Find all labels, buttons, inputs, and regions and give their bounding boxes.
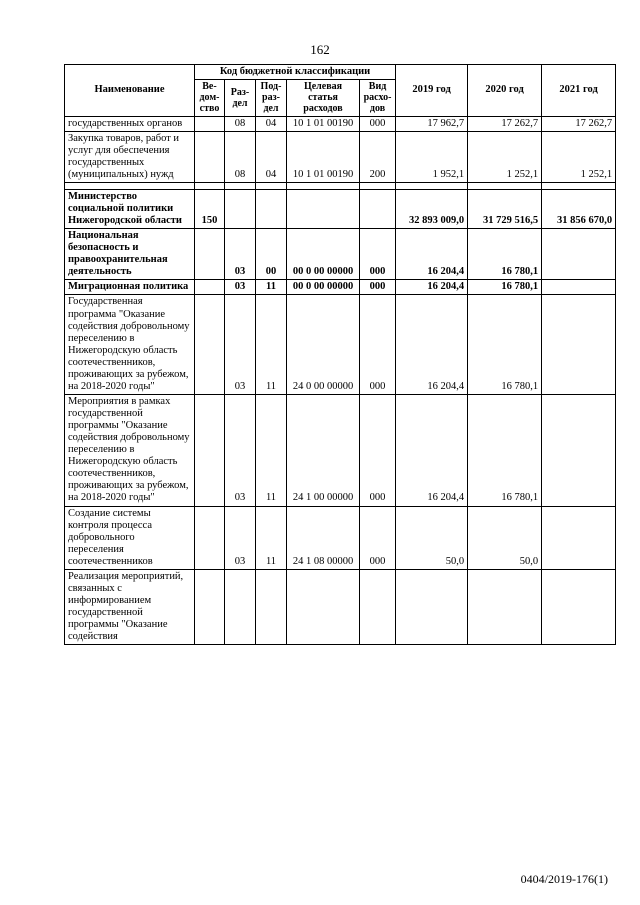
row-vid — [360, 189, 396, 228]
table-row — [65, 394, 616, 506]
table-row — [65, 280, 616, 295]
header-name: Наименование — [65, 65, 195, 117]
row-name: Мероприятия в рамках государственной программы "Оказание содействия добровольному переселению в Нижегородскую область соотечественников, проживающих за рубежом, на 2018-2020 годы" — [65, 394, 195, 506]
table-row — [65, 116, 616, 131]
row-podrazdel: 11 — [256, 394, 287, 506]
row-2019: 32 893 009,0 — [396, 189, 468, 228]
row-2021 — [542, 506, 616, 569]
row-vid: 200 — [360, 131, 396, 182]
table-body — [65, 116, 616, 645]
row-podrazdel — [256, 189, 287, 228]
header-2019: 2019 год — [396, 65, 468, 117]
row-ved — [195, 569, 225, 644]
spacer-row — [65, 182, 616, 189]
row-2019: 16 204,4 — [396, 394, 468, 506]
row-2019: 17 962,7 — [396, 116, 468, 131]
row-razdel: 03 — [225, 295, 256, 395]
row-razdel — [225, 189, 256, 228]
header-podrazdel: Под-раз-дел — [256, 80, 287, 117]
budget-table — [64, 64, 616, 645]
row-ved: 150 — [195, 189, 225, 228]
row-razdel: 03 — [225, 506, 256, 569]
table-row — [65, 506, 616, 569]
row-name: Закупка товаров, работ и услуг для обеспечения государственных (муниципальных) нужд — [65, 131, 195, 182]
row-podrazdel: 11 — [256, 295, 287, 395]
page-number: 162 — [310, 42, 330, 57]
row-ved — [195, 116, 225, 131]
row-2019 — [396, 569, 468, 644]
row-2020: 17 262,7 — [468, 116, 542, 131]
row-name: Создание системы контроля процесса добровольного переселения соотечественников — [65, 506, 195, 569]
header-code-group: Код бюджетной классификации — [195, 65, 396, 80]
row-2020: 31 729 516,5 — [468, 189, 542, 228]
row-vid: 000 — [360, 295, 396, 395]
row-target: 00 0 00 00000 — [287, 280, 360, 295]
row-2020: 16 780,1 — [468, 229, 542, 280]
row-2020: 16 780,1 — [468, 394, 542, 506]
row-target: 10 1 01 00190 — [287, 116, 360, 131]
row-target: 24 0 00 00000 — [287, 295, 360, 395]
header-target: Целевая статья расходов — [287, 80, 360, 117]
row-podrazdel: 11 — [256, 506, 287, 569]
row-2021 — [542, 569, 616, 644]
row-razdel: 08 — [225, 116, 256, 131]
row-name: Государственная программа "Оказание содействия добровольному переселению в Нижегородскую область соотечественников, проживающих за рубежом, на 2018-2020 годы" — [65, 295, 195, 395]
row-2019: 16 204,4 — [396, 229, 468, 280]
row-razdel: 08 — [225, 131, 256, 182]
table-row — [65, 569, 616, 644]
row-ved — [195, 506, 225, 569]
row-target: 10 1 01 00190 — [287, 131, 360, 182]
row-razdel — [225, 569, 256, 644]
row-vid: 000 — [360, 506, 396, 569]
row-2021 — [542, 295, 616, 395]
row-podrazdel — [256, 569, 287, 644]
row-2020: 16 780,1 — [468, 295, 542, 395]
row-name: Министерство социальной политики Нижегородской области — [65, 189, 195, 228]
row-ved — [195, 131, 225, 182]
row-ved — [195, 229, 225, 280]
header-razdel: Раз-дел — [225, 80, 256, 117]
row-2021 — [542, 280, 616, 295]
row-podrazdel: 11 — [256, 280, 287, 295]
row-target: 00 0 00 00000 — [287, 229, 360, 280]
row-target: 24 1 00 00000 — [287, 394, 360, 506]
row-ved — [195, 394, 225, 506]
row-vid — [360, 569, 396, 644]
row-razdel: 03 — [225, 394, 256, 506]
row-name: Национальная безопасность и правоохранительная деятельность — [65, 229, 195, 280]
row-2021 — [542, 229, 616, 280]
row-2021: 31 856 670,0 — [542, 189, 616, 228]
row-name: государственных органов — [65, 116, 195, 131]
row-vid: 000 — [360, 116, 396, 131]
row-2019: 16 204,4 — [396, 280, 468, 295]
row-2021: 17 262,7 — [542, 116, 616, 131]
row-name: Реализация мероприятий, связанных с информированием государственной программы "Оказание содействия — [65, 569, 195, 644]
header-2021: 2021 год — [542, 65, 616, 117]
row-razdel: 03 — [225, 280, 256, 295]
row-name: Миграционная политика — [65, 280, 195, 295]
row-razdel: 03 — [225, 229, 256, 280]
header-ved: Ве-дом-ство — [195, 80, 225, 117]
row-2020: 1 252,1 — [468, 131, 542, 182]
header-vid: Вид расхо-дов — [360, 80, 396, 117]
footer-code: 0404/2019-176(1) — [520, 872, 608, 886]
row-ved — [195, 280, 225, 295]
row-target: 24 1 08 00000 — [287, 506, 360, 569]
row-podrazdel: 04 — [256, 116, 287, 131]
row-2021: 1 252,1 — [542, 131, 616, 182]
row-ved — [195, 295, 225, 395]
row-2019: 50,0 — [396, 506, 468, 569]
row-2020: 16 780,1 — [468, 280, 542, 295]
table-row — [65, 295, 616, 395]
row-2020 — [468, 569, 542, 644]
table-row — [65, 189, 616, 228]
header-2020: 2020 год — [468, 65, 542, 117]
row-2019: 1 952,1 — [396, 131, 468, 182]
row-vid: 000 — [360, 280, 396, 295]
table-row — [65, 229, 616, 280]
row-2019: 16 204,4 — [396, 295, 468, 395]
row-vid: 000 — [360, 394, 396, 506]
row-target — [287, 569, 360, 644]
row-podrazdel: 00 — [256, 229, 287, 280]
row-podrazdel: 04 — [256, 131, 287, 182]
row-2020: 50,0 — [468, 506, 542, 569]
row-target — [287, 189, 360, 228]
row-2021 — [542, 394, 616, 506]
table-row — [65, 131, 616, 182]
row-vid: 000 — [360, 229, 396, 280]
